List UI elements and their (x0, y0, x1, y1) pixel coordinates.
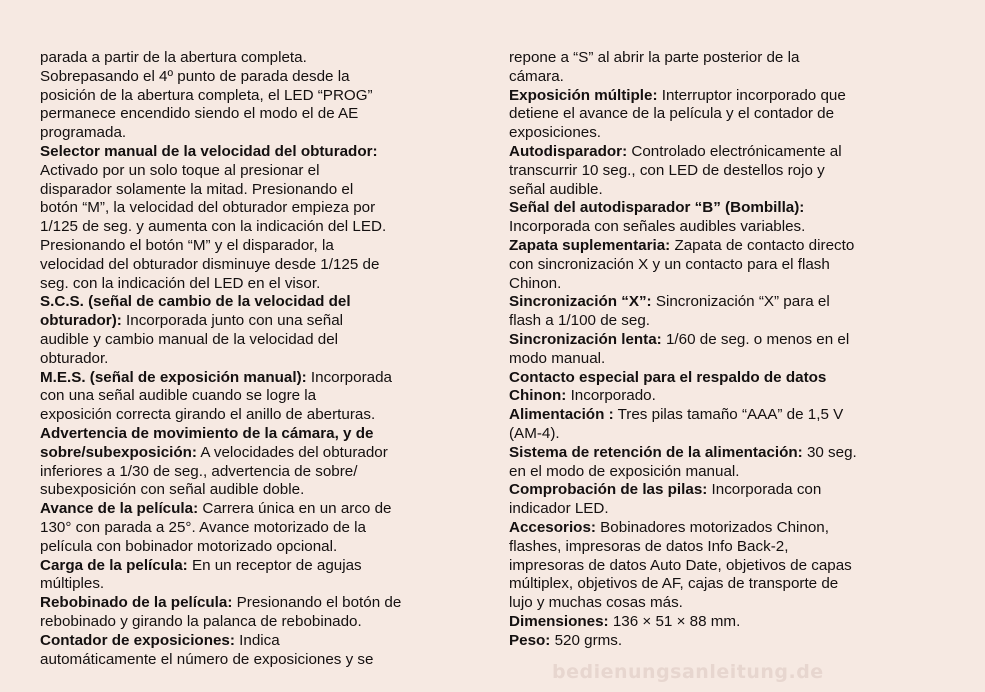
spec-text: 136 × 51 × 88 mm. (608, 612, 741, 630)
spec-heading: Selector manual de la velocidad del obturador: (40, 142, 378, 160)
spec-heading: Contacto especial para el respaldo de datos (509, 368, 827, 386)
text-line (40, 87, 485, 106)
text-line (509, 143, 949, 162)
spec-heading: Contador de exposiciones: (40, 631, 235, 649)
left-column (40, 49, 485, 669)
spec-text: Incorporada (306, 368, 392, 386)
text-line (509, 594, 949, 613)
text-line (509, 369, 949, 388)
spec-text: Sobrepasando el 4º punto de parada desde la (40, 67, 350, 85)
text-line (509, 425, 949, 444)
text-line (509, 124, 949, 143)
spec-text: exposición correcta girando el anillo de aberturas. (40, 406, 376, 424)
spec-text: programada. (40, 124, 127, 142)
text-line (509, 87, 949, 106)
text-line (40, 143, 485, 162)
text-line (40, 500, 485, 519)
spec-text: Chinon. (509, 274, 562, 292)
text-line (509, 406, 949, 425)
spec-text: lujo y muchas cosas más. (509, 594, 683, 612)
spec-text: 130° con parada a 25°. Avance motorizado de la (40, 518, 366, 536)
text-line (509, 256, 949, 275)
spec-text: audible y cambio manual de la velocidad del (40, 330, 339, 348)
spec-text: Incorporada junto con una señal (121, 312, 344, 330)
spec-text: modo manual. (509, 349, 606, 367)
text-line (40, 256, 485, 275)
text-line (509, 613, 949, 632)
spec-heading: S.C.S. (señal de cambio de la velocidad del (40, 293, 351, 311)
spec-text: con una señal audible cuando se logre la (40, 387, 317, 405)
spec-heading: Sistema de retención de la alimentación: (509, 443, 803, 461)
text-line (509, 557, 949, 576)
text-line (40, 481, 485, 500)
text-line (40, 350, 485, 369)
spec-text: parada a partir de la abertura completa. (40, 49, 307, 66)
spec-text: con sincronización X y un contacto para el flash (509, 255, 830, 273)
spec-text: Presionando el botón “M” y el disparador, la (40, 236, 334, 254)
spec-heading: Advertencia de movimiento de la cámara, y de (40, 424, 374, 442)
spec-heading: obturador): (40, 312, 122, 330)
spec-text: disparador solamente la mitad. Presionando el (40, 180, 354, 198)
spec-text: Zapata de contacto directo (670, 236, 855, 254)
text-line (40, 49, 485, 68)
spec-heading: Alimentación : (509, 406, 614, 424)
text-line (40, 463, 485, 482)
text-line (509, 444, 949, 463)
text-line (40, 218, 485, 237)
spec-heading: Peso: (509, 631, 551, 649)
text-line (509, 632, 949, 651)
spec-text: múltiples. (40, 575, 105, 593)
spec-heading: Rebobinado de la película: (40, 594, 233, 612)
spec-text: velocidad del obturador disminuye desde 1/125 de (40, 255, 380, 273)
text-line (509, 312, 949, 331)
spec-text: indicador LED. (509, 500, 609, 518)
spec-text: Carrera única en un arco de (198, 500, 392, 518)
text-line (509, 105, 949, 124)
text-line (40, 275, 485, 294)
spec-text: repone a “S” al abrir la parte posterior de la (509, 49, 800, 66)
spec-text: película con bobinador motorizado opcional. (40, 537, 338, 555)
text-line (40, 105, 485, 124)
spec-text: flashes, impresoras de datos Info Back-2, (509, 537, 789, 555)
spec-text: Controlado electrónicamente al (627, 142, 842, 160)
spec-heading: Zapata suplementaria: (509, 236, 671, 254)
text-line (509, 49, 949, 68)
text-line (40, 406, 485, 425)
spec-text: 520 grms. (550, 631, 623, 649)
spec-text: Bobinadores motorizados Chinon, (595, 518, 829, 536)
text-line (509, 199, 949, 218)
spec-text: exposiciones. (509, 124, 602, 142)
text-line (40, 124, 485, 143)
spec-text: Incorporada con (707, 481, 822, 499)
spec-text: En un receptor de agujas (187, 556, 362, 574)
text-line (40, 538, 485, 557)
text-line (40, 387, 485, 406)
spec-heading: sobre/subexposición: (40, 443, 197, 461)
text-line (509, 387, 949, 406)
spec-heading: Chinon: (509, 387, 567, 405)
text-line (509, 331, 949, 350)
spec-text: inferiores a 1/30 de seg., advertencia de sobre/ (40, 462, 358, 480)
spec-text: obturador. (40, 349, 109, 367)
spec-text: Interruptor incorporado que (657, 86, 846, 104)
spec-heading: Exposición múltiple: (509, 86, 658, 104)
spec-text: señal audible. (509, 180, 603, 198)
spec-heading: Sincronización “X”: (509, 293, 652, 311)
text-line (40, 68, 485, 87)
text-line (509, 463, 949, 482)
spec-text: posición de la abertura completa, el LED “PROG” (40, 86, 373, 104)
text-line (40, 651, 485, 670)
spec-text: rebobinado y girando la palanca de rebobinado. (40, 612, 362, 630)
text-line (509, 350, 949, 369)
text-line (40, 369, 485, 388)
spec-text: 1/60 de seg. o menos en el (661, 330, 850, 348)
text-line (509, 237, 949, 256)
text-line (40, 162, 485, 181)
spec-text: Presionando el botón de (232, 594, 402, 612)
right-column (509, 49, 949, 651)
text-line (509, 500, 949, 519)
spec-text: Activado por un solo toque al presionar el (40, 161, 320, 179)
text-line (509, 68, 949, 87)
spec-text: automáticamente el número de exposiciones y se (40, 650, 374, 668)
spec-text: transcurrir 10 seg., con LED de destellos rojo y (509, 161, 825, 179)
text-line (40, 444, 485, 463)
spec-heading: M.E.S. (señal de exposición manual): (40, 368, 307, 386)
spec-text: seg. con la indicación del LED en el visor. (40, 274, 321, 292)
text-line (40, 632, 485, 651)
text-line (40, 557, 485, 576)
spec-text: múltiplex, objetivos de AF, cajas de transporte de (509, 575, 839, 593)
text-line (40, 237, 485, 256)
text-line (509, 162, 949, 181)
spec-text: Sincronización “X” para el (651, 293, 830, 311)
spec-text: cámara. (509, 67, 564, 85)
spec-text: detiene el avance de la película y el contador de (509, 105, 835, 123)
text-line (509, 575, 949, 594)
watermark: bedienungsanleitung.de (552, 661, 824, 683)
spec-text: Tres pilas tamaño “AAA” de 1,5 V (613, 406, 844, 424)
spec-text: Incorporada con señales audibles variables. (509, 218, 806, 236)
spec-heading: Señal del autodisparador “B” (Bombilla): (509, 199, 805, 217)
spec-heading: Carga de la película: (40, 556, 188, 574)
spec-heading: Avance de la película: (40, 500, 199, 518)
text-line (40, 293, 485, 312)
text-line (509, 275, 949, 294)
spec-text: en el modo de exposición manual. (509, 462, 740, 480)
spec-text: Indica (234, 631, 280, 649)
spec-text: 30 seg. (802, 443, 857, 461)
spec-heading: Comprobación de las pilas: (509, 481, 708, 499)
spec-text: flash a 1/100 de seg. (509, 312, 651, 330)
text-line (40, 331, 485, 350)
spec-heading: Sincronización lenta: (509, 330, 662, 348)
spec-text: Incorporado. (566, 387, 656, 405)
text-line (40, 312, 485, 331)
spec-heading: Dimensiones: (509, 612, 609, 630)
spec-text: 1/125 de seg. y aumenta con la indicación del LED. (40, 218, 387, 236)
spec-text: A velocidades del obturador (196, 443, 388, 461)
spec-text: impresoras de datos Auto Date, objetivos de capas (509, 556, 852, 574)
spec-text: subexposición con señal audible doble. (40, 481, 305, 499)
text-line (509, 481, 949, 500)
text-line (40, 575, 485, 594)
text-line (509, 293, 949, 312)
text-line (40, 519, 485, 538)
spec-text: botón “M”, la velocidad del obturador empieza por (40, 199, 376, 217)
text-line (40, 613, 485, 632)
text-line (509, 218, 949, 237)
spec-text: permanece encendido siendo el modo el de AE (40, 105, 359, 123)
text-line (509, 519, 949, 538)
text-line (40, 594, 485, 613)
text-line (40, 181, 485, 200)
text-line (509, 538, 949, 557)
text-line (40, 199, 485, 218)
spec-text: (AM-4). (509, 424, 560, 442)
spec-heading: Accesorios: (509, 518, 596, 536)
text-line (509, 181, 949, 200)
spec-heading: Autodisparador: (509, 142, 628, 160)
text-line (40, 425, 485, 444)
